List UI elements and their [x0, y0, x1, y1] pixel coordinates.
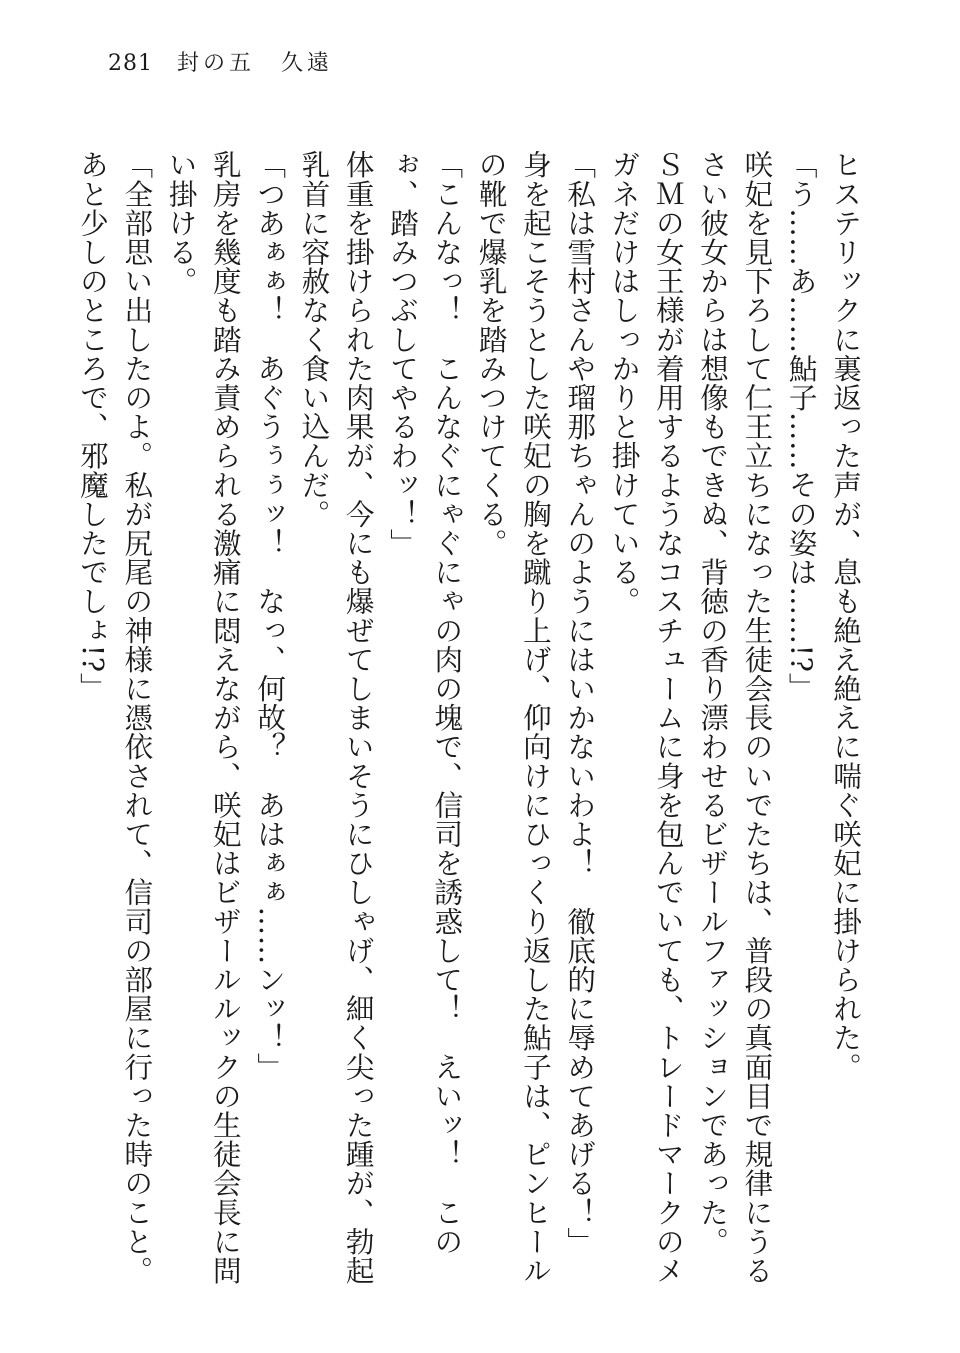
- paragraph: 身を起こそうとした咲妃の胸を蹴り上げ、仰向けにひっくり返した鮎子は、ピンヒールの靴で爆乳を踏みつけてくる。: [474, 150, 553, 1285]
- paragraph: 「こんなっ！ こんなぐにゃぐにゃの肉の塊で、信司を誘惑して！ えいッ！ このぉ、踏みつぶしてやるわッ！」: [386, 150, 465, 1256]
- paragraph: 「う……あ……鮎子……その姿は……!?」: [784, 150, 819, 702]
- page-number: 281: [108, 51, 153, 76]
- paragraph: 「つあぁぁ！ あぐうぅぅッ！ なっ、何故？ あはぁぁ……ンッ！」: [253, 150, 288, 1082]
- paragraph: ＳＭの女王様が着用するようなコスチュームに身を包んでいても、トレードマークのメガネだけはしっかりと掛けている。: [607, 150, 686, 1285]
- paragraph: 体重を掛けられた肉果が、今にも爆ぜてしまいそうにひしゃげ、細く尖った踵が、勃起乳首に容赦なく食い込んだ。: [297, 150, 376, 1285]
- paragraph: 咲妃を見下ろして仁王立ちになった生徒会長のいでたちは、普段の真面目で規律にうるさい彼女からは想像もできぬ、背徳の香り漂わせるビザールファッションであった。: [696, 150, 775, 1285]
- body-text: [71, 150, 868, 1300]
- chapter-title: 封の五 久遠: [177, 51, 334, 76]
- paragraph: 「全部思い出したのよ。私が尻尾の神様に憑依されて、信司の部屋に行った時のこと。あと少しのところで、邪魔したでしょ!?」: [75, 150, 155, 1285]
- paragraph: 乳房を幾度も踏み責められる激痛に悶えながら、咲妃はビザールルックの生徒会長に問い掛ける。: [164, 150, 243, 1285]
- paragraph: ヒステリックに裏返った声が、息も絶え絶えに喘ぐ咲妃に掛けられた。: [829, 150, 863, 1082]
- running-header: [108, 46, 333, 77]
- paragraph: 「私は雪村さんや瑠那ちゃんのようにはいかないわよ！ 徹底的に辱めてあげる！」: [563, 150, 598, 1256]
